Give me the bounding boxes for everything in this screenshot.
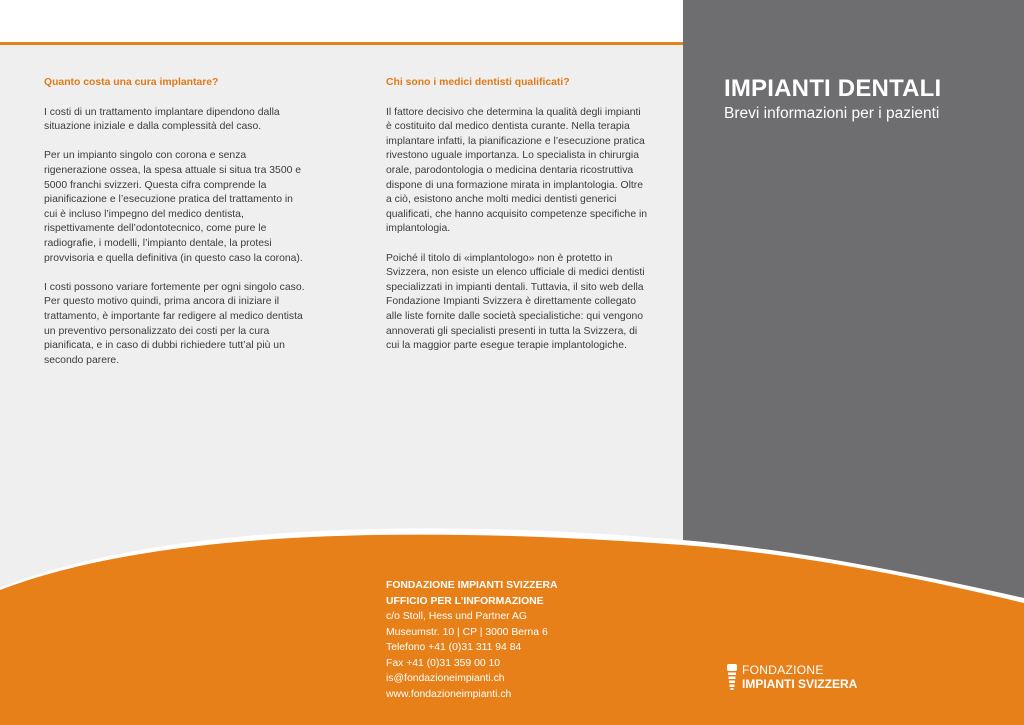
- right-column-heading: Chi sono i medici dentisti qualificati?: [386, 77, 570, 88]
- contact-fax: Fax +41 (0)31 359 00 10: [386, 657, 501, 669]
- contact-website[interactable]: www.fondazioneimpianti.ch: [386, 688, 512, 700]
- left-paragraph: I costi di un trattamento implantare dipendono dalla situazione iniziale e dalla complessità del caso.: [44, 106, 280, 133]
- logo-text: [742, 664, 857, 691]
- cover-title: IMPIANTI DENTALI: [724, 75, 942, 102]
- right-paragraph: Il fattore decisivo che determina la qualità degli impianti è costituito dal medico dentista curante. Nella terapia implantare infatti, la pianificazione e l’esecuzione pratica rivestono uguale importanza. Lo specialista in chirurgia orale, parodontologia o medicina dentaria ricostruttiva dispone di una formazione mirata in implantologia. Oltre a ciò, esistono anche molti medici dentisti generici qualificati, che hanno acquisito competenze specifiche in implantologia.: [386, 106, 648, 235]
- left-column-heading: Quanto costa una cura implantare?: [44, 77, 219, 88]
- contact-block: [386, 578, 557, 702]
- contact-org: FONDAZIONE IMPIANTI SVIZZERA: [386, 580, 558, 591]
- contact-email[interactable]: is@fondazioneimpianti.ch: [386, 673, 505, 684]
- contact-office: UFFICIO PER L’INFORMAZIONE: [386, 595, 544, 607]
- logo-line-1: FONDAZIONE: [742, 663, 824, 677]
- right-column: [386, 76, 648, 368]
- right-paragraph: Poiché il titolo di «implantologo» non è protetto in Svizzera, non esiste un elenco ufficiale di medici dentisti specializzati in impianti dentali. Tuttavia, il sito web della Fondazione Impianti Svizzera è direttamente collegato alle liste fornite dalle società specialistiche: qui vengono annoverati gli specialisti presenti in tutta la Svizzera, di cui la maggior parte esegue terapie implantologiche.: [386, 252, 645, 352]
- logo-line-2: IMPIANTI SVIZZERA: [742, 676, 858, 691]
- implant-logo-icon: [727, 664, 737, 690]
- foundation-logo: [727, 664, 857, 691]
- left-column: [44, 76, 306, 383]
- contact-address-2: Museumstr. 10 | CP | 3000 Berna 6: [386, 626, 548, 638]
- left-paragraph: I costi possono variare fortemente per ogni singolo caso. Per questo motivo quindi, prima ancora di iniziare il trattamento, è importante far redigere al medico dentista un preventivo personalizzato dei costi per la cura pianificata, e in caso di dubbi richiedere tutt’al più un secondo parere.: [44, 281, 305, 366]
- left-paragraph: Per un impianto singolo con corona e senza rigenerazione ossea, la spesa attuale si situa tra 3500 e 5000 franchi svizzeri. Questa cifra comprende la pianificazione e l’esecuzione pratica del trattamento in cui è incluso l’impegno del medico dentista, rispettivamente dell’odontotecnico, come pure le radiografie, i modelli, l’impianto dentale, la protesi provvisoria e quella definitiva (in questo caso la corona).: [44, 150, 303, 264]
- cover-subtitle: Brevi informazioni per i pazienti: [724, 105, 940, 122]
- cover-title-block: [724, 74, 941, 124]
- contact-address-1: c/o Stoll, Hess und Partner AG: [386, 611, 527, 622]
- contact-phone: Telefono +41 (0)31 311 94 84: [386, 642, 522, 653]
